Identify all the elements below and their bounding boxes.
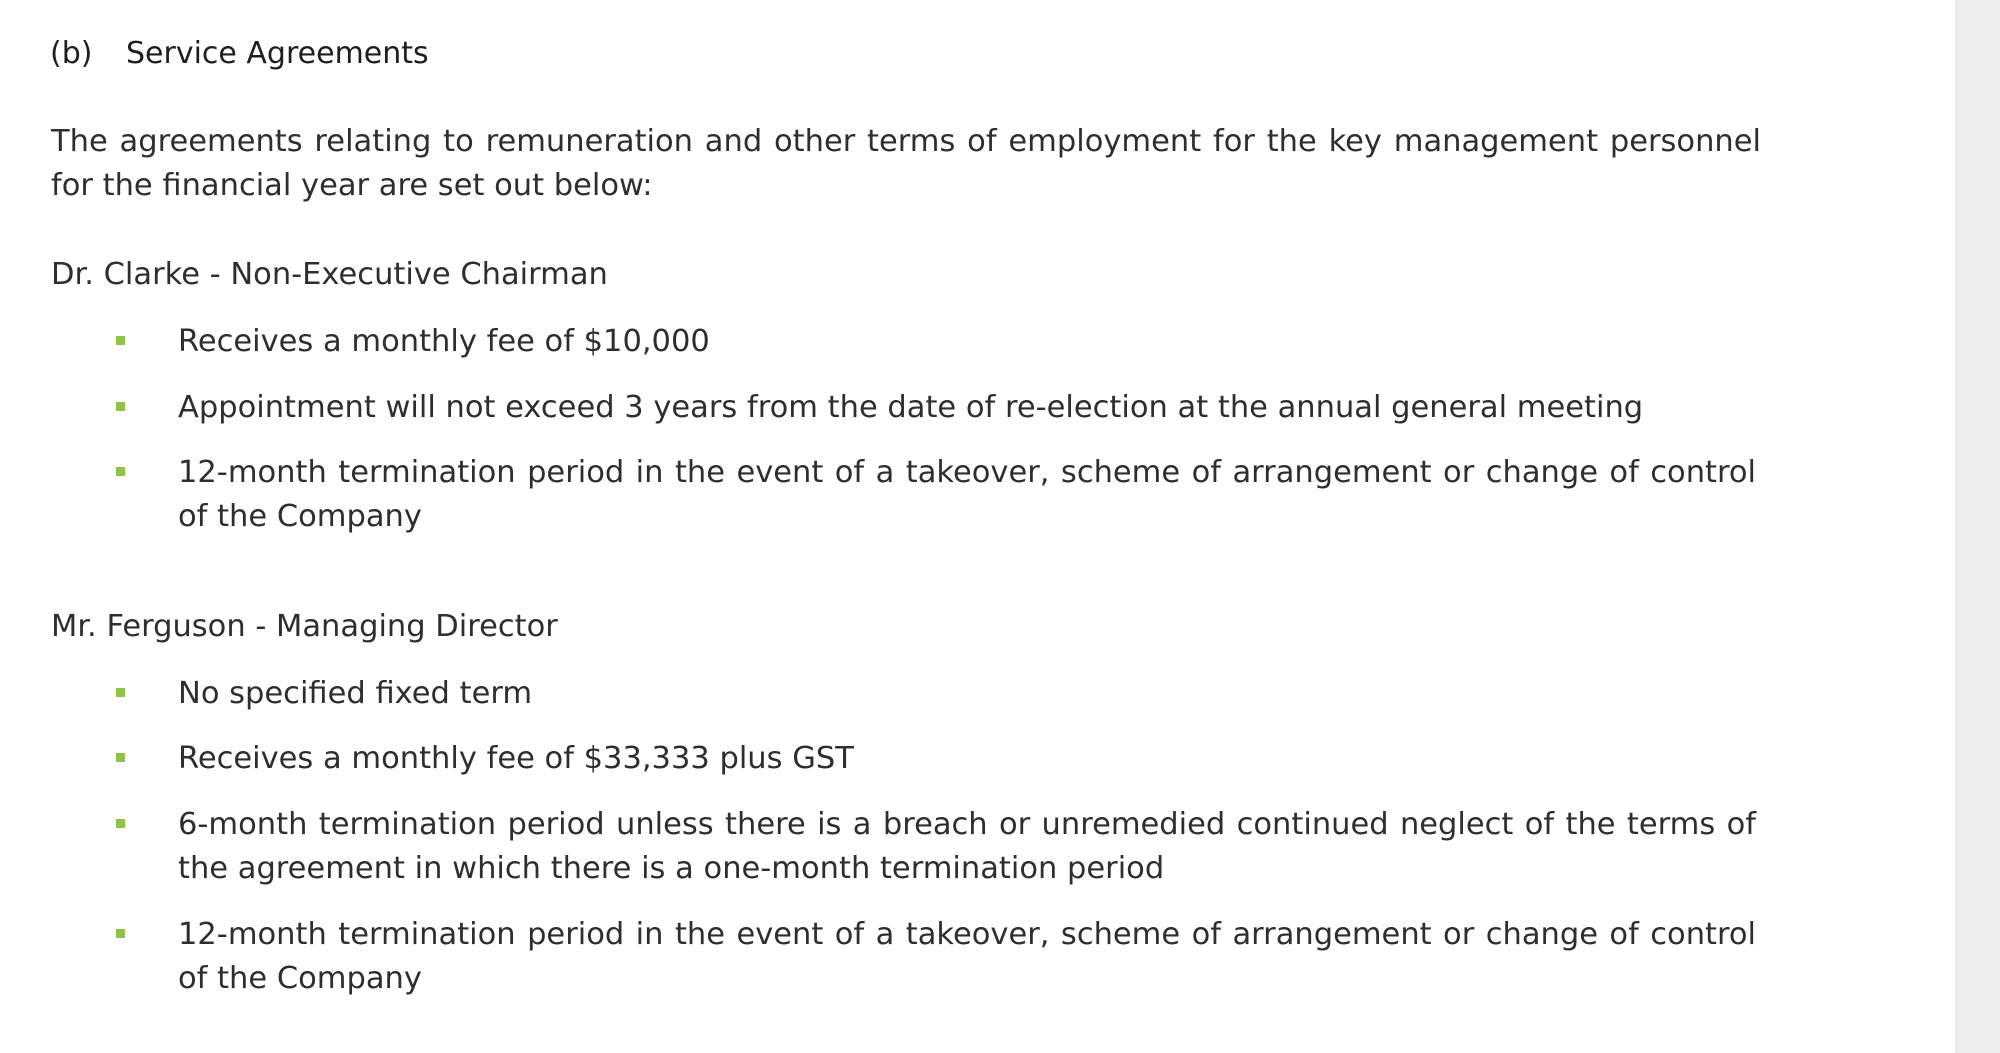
square-bullet-icon: [116, 819, 125, 828]
list-item-text: 12-month termination period in the event of a takeover, scheme of arrangement or change of control of the Company: [178, 455, 1756, 534]
square-bullet-icon: [116, 688, 125, 697]
square-bullet-icon: [116, 402, 125, 411]
list-item-text: Receives a monthly fee of $33,333 plus GST: [178, 741, 854, 776]
square-bullet-icon: [116, 753, 125, 762]
section-title-managing-director: Mr. Ferguson - Managing Director: [51, 609, 558, 644]
section-heading-title: Service Agreements: [126, 36, 429, 71]
list-item-text: 12-month termination period in the event of a takeover, scheme of arrangement or change of control of the Company: [178, 917, 1756, 996]
list-item-text: 6-month termination period unless there is a breach or unremedied continued neglect of the terms of the agreement in which there is a one-month termination period: [178, 807, 1756, 886]
section-heading: [50, 34, 429, 74]
square-bullet-icon: [116, 929, 125, 938]
list-item-text: Receives a monthly fee of $10,000: [178, 324, 710, 359]
square-bullet-icon: [116, 467, 125, 476]
scrollbar-track[interactable]: [1955, 0, 2000, 1053]
list-item-text: No specified fixed term: [178, 676, 533, 711]
list-item-text: Appointment will not exceed 3 years from the date of re-election at the annual general meeting: [178, 390, 1644, 425]
intro-paragraph: The agreements relating to remuneration and other terms of employment for the key management personnel for the financial year are set out below:: [51, 124, 1761, 203]
section-heading-label: (b): [50, 36, 93, 71]
square-bullet-icon: [116, 336, 125, 345]
section-title-chairman: Dr. Clarke - Non-Executive Chairman: [51, 257, 608, 292]
